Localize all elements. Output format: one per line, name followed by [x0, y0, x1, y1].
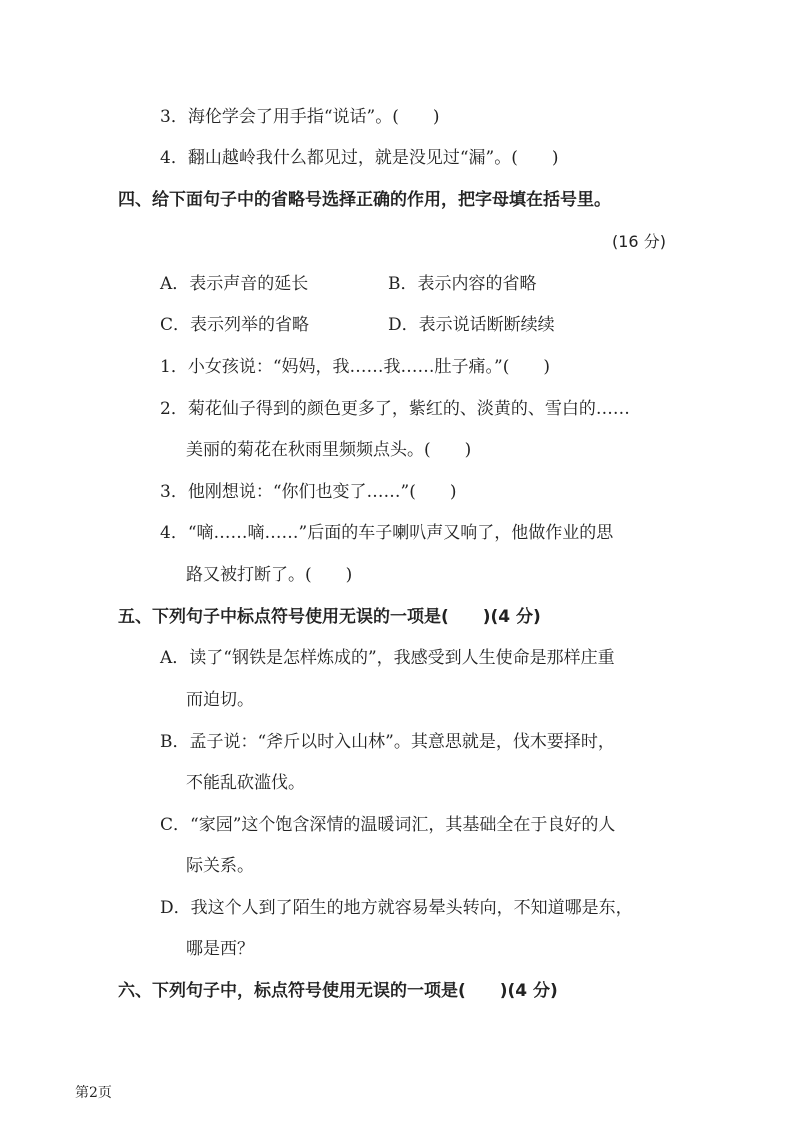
option-item: A．表示声音的延长 [160, 274, 309, 294]
question-item-continuation: 美丽的菊花在秋雨里频频点头。( ) [186, 440, 472, 460]
section-heading: 六、下列句子中，标点符号使用无误的一项是( )(4 分) [118, 981, 558, 1001]
choice-item-continuation: 不能乱砍滥伐。 [186, 773, 305, 793]
section-heading: 五、下列句子中标点符号使用无误的一项是( )(4 分) [118, 607, 541, 627]
option-item: D．表示说话断断续续 [388, 315, 555, 335]
choice-item: B．孟子说：“斧斤以时入山林”。其意思就是，伐木要择时， [160, 732, 615, 752]
option-item: B．表示内容的省略 [388, 274, 537, 294]
page-number: 第2页 [75, 1085, 112, 1101]
choice-item-continuation: 而迫切。 [186, 690, 254, 710]
question-item-continuation: 路又被打断了。( ) [186, 565, 353, 585]
question-item: 2．菊花仙子得到的颜色更多了，紫红的、淡黄的、雪白的…… [160, 399, 630, 419]
question-item: 4．翻山越岭我什么都见过，就是没见过“漏”。( ) [160, 148, 559, 168]
question-item: 3．他刚想说：“你们也变了……”( ) [160, 482, 457, 502]
choice-item: C．“家园”这个饱含深情的温暖词汇，其基础全在于良好的人 [160, 815, 616, 835]
section-heading: 四、给下面句子中的省略号选择正确的作用，把字母填在括号里。 [118, 190, 611, 210]
choice-item-continuation: 哪是西？ [186, 939, 254, 959]
section-score: (16 分) [612, 232, 666, 251]
question-item: 3．海伦学会了用手指“说话”。( ) [160, 107, 440, 127]
question-item: 4．“嘀……嘀……”后面的车子喇叭声又响了，他做作业的思 [160, 523, 614, 543]
option-item: C．表示列举的省略 [160, 315, 310, 335]
choice-item-continuation: 际关系。 [186, 856, 254, 876]
choice-item: A．读了“钢铁是怎样炼成的”，我感受到人生使命是那样庄重 [160, 648, 615, 668]
question-item: 1．小女孩说：“妈妈，我……我……肚子痛。”( ) [160, 357, 550, 377]
choice-item: D．我这个人到了陌生的地方就容易晕头转向，不知道哪是东， [160, 898, 633, 918]
